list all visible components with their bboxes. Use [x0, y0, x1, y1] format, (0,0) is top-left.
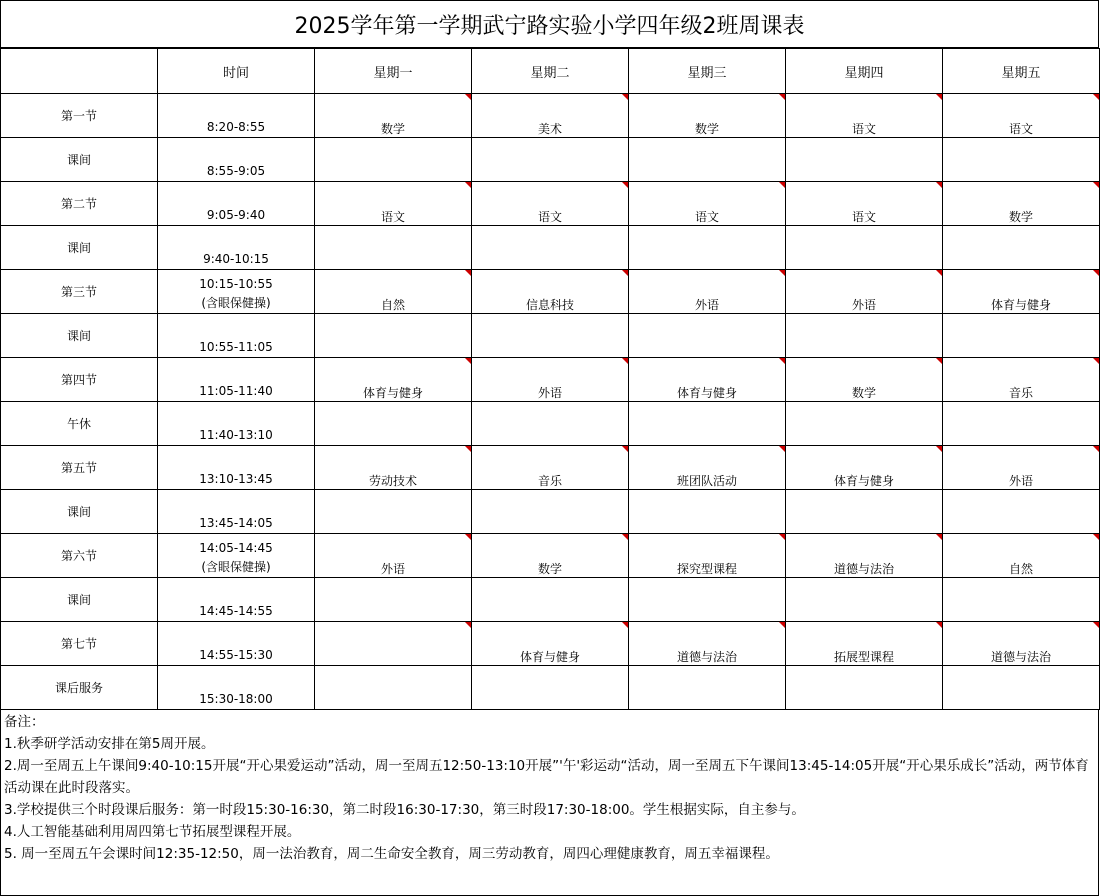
period-time [158, 226, 315, 270]
comment-marker-icon [1093, 94, 1099, 100]
course-cell-friday [943, 402, 1100, 446]
course-cell-tuesday [472, 314, 629, 358]
header-row [1, 49, 1100, 94]
course-name: 语文 [380, 210, 405, 224]
course-cell-thursday [786, 94, 943, 138]
comment-marker-icon [936, 446, 942, 452]
table-row [1, 138, 1100, 182]
course-cell-tuesday [472, 94, 629, 138]
period-label: 第七节 [1, 622, 158, 666]
course-cell-thursday [786, 666, 943, 710]
course-cell-thursday [786, 402, 943, 446]
period-time [158, 94, 315, 138]
course-cell-wednesday [629, 138, 786, 182]
course-name: 外语 [1008, 474, 1033, 488]
period-time [158, 138, 315, 182]
course-cell-wednesday [629, 490, 786, 534]
course-cell-wednesday [629, 402, 786, 446]
course-cell-friday [943, 534, 1100, 578]
comment-marker-icon [936, 534, 942, 540]
page-title: 2025学年第一学期武宁路实验小学四年级2班周课表 [0, 0, 1099, 48]
course-name: 体育与健身 [519, 650, 580, 664]
period-time [158, 490, 315, 534]
time-line: 10:55-11:05 [199, 340, 273, 354]
time-line: 13:10-13:45 [199, 472, 273, 486]
period-time [158, 182, 315, 226]
period-label: 第二节 [1, 182, 158, 226]
course-name: 道德与法治 [676, 650, 737, 664]
header-cell-thursday: 星期四 [786, 49, 943, 94]
comment-marker-icon [465, 358, 471, 364]
note-item: 2.周一至周五上午课间9:40-10:15开展“开心果爱运动”活动，周一至周五12:50-13:10开展”'午'彩运动“活动，周一至周五下午课间13:45-14:05开展“开心果乐成长”活动，两节体育活动课在此时段落实。 [4, 758, 1089, 796]
course-cell-tuesday [472, 182, 629, 226]
period-label: 课间 [1, 226, 158, 270]
comment-marker-icon [779, 94, 785, 100]
course-cell-friday [943, 270, 1100, 314]
comment-marker-icon [936, 622, 942, 628]
header-cell-wednesday: 星期三 [629, 49, 786, 94]
time-line: 10:15-10:55 [199, 277, 273, 291]
course-cell-monday [315, 138, 472, 182]
course-cell-thursday [786, 622, 943, 666]
period-label: 第六节 [1, 534, 158, 578]
course-cell-friday [943, 578, 1100, 622]
note-item: 4.人工智能基础利用周四第七节拓展型课程开展。 [4, 824, 301, 840]
comment-marker-icon [1093, 358, 1099, 364]
course-name: 外语 [380, 562, 405, 576]
time-line: 14:05-14:45 [199, 541, 273, 555]
course-cell-thursday [786, 182, 943, 226]
course-cell-monday [315, 578, 472, 622]
course-name: 美术 [537, 122, 562, 136]
course-cell-monday [315, 534, 472, 578]
course-name: 语文 [537, 210, 562, 224]
comment-marker-icon [779, 358, 785, 364]
course-cell-thursday [786, 358, 943, 402]
table-row [1, 534, 1100, 578]
course-name: 自然 [380, 298, 405, 312]
course-cell-wednesday [629, 622, 786, 666]
course-name: 自然 [1008, 562, 1033, 576]
table-row [1, 490, 1100, 534]
course-cell-tuesday [472, 534, 629, 578]
header-cell-friday: 星期五 [943, 49, 1100, 94]
comment-marker-icon [622, 94, 628, 100]
table-row [1, 94, 1100, 138]
time-line: 11:05-11:40 [199, 384, 273, 398]
course-cell-thursday [786, 138, 943, 182]
comment-marker-icon [622, 270, 628, 276]
period-label: 第一节 [1, 94, 158, 138]
course-name: 数学 [380, 122, 405, 136]
comment-marker-icon [465, 270, 471, 276]
course-cell-monday [315, 622, 472, 666]
comment-marker-icon [622, 182, 628, 188]
comment-marker-icon [465, 534, 471, 540]
course-name: 拓展型课程 [833, 650, 894, 664]
course-cell-friday [943, 622, 1100, 666]
course-cell-wednesday [629, 578, 786, 622]
comment-marker-icon [1093, 622, 1099, 628]
course-name: 劳动技术 [368, 474, 417, 488]
period-label: 第三节 [1, 270, 158, 314]
comment-marker-icon [622, 358, 628, 364]
course-cell-friday [943, 490, 1100, 534]
table-row [1, 182, 1100, 226]
period-time [158, 534, 315, 578]
course-cell-wednesday [629, 666, 786, 710]
period-time [158, 314, 315, 358]
course-cell-tuesday [472, 446, 629, 490]
course-cell-wednesday [629, 534, 786, 578]
course-name: 道德与法治 [990, 650, 1051, 664]
comment-marker-icon [779, 446, 785, 452]
course-name: 体育与健身 [833, 474, 894, 488]
time-line: 15:30-18:00 [199, 692, 273, 706]
course-cell-wednesday [629, 182, 786, 226]
course-name: 信息科技 [525, 298, 574, 312]
course-cell-tuesday [472, 666, 629, 710]
table-row [1, 270, 1100, 314]
comment-marker-icon [622, 534, 628, 540]
period-label: 课间 [1, 138, 158, 182]
course-cell-monday [315, 270, 472, 314]
time-line: 11:40-13:10 [199, 428, 273, 442]
comment-marker-icon [779, 534, 785, 540]
course-cell-thursday [786, 226, 943, 270]
course-name: 班团队活动 [676, 474, 737, 488]
course-cell-tuesday [472, 402, 629, 446]
course-cell-monday [315, 446, 472, 490]
comment-marker-icon [779, 270, 785, 276]
course-name: 语文 [851, 122, 876, 136]
period-label: 课间 [1, 490, 158, 534]
course-name: 外语 [851, 298, 876, 312]
time-line: (含眼保健操) [201, 560, 271, 574]
period-label: 课间 [1, 578, 158, 622]
note-item: 1.秋季研学活动安排在第5周开展。 [4, 736, 215, 752]
comment-marker-icon [622, 622, 628, 628]
course-cell-monday [315, 226, 472, 270]
time-line: 14:55-15:30 [199, 648, 273, 662]
period-label: 课间 [1, 314, 158, 358]
course-cell-wednesday [629, 314, 786, 358]
header-cell-time: 时间 [158, 49, 315, 94]
table-row [1, 666, 1100, 710]
notes-heading: 备注： [4, 714, 45, 730]
course-cell-thursday [786, 578, 943, 622]
comment-marker-icon [936, 358, 942, 364]
comment-marker-icon [1093, 182, 1099, 188]
comment-marker-icon [622, 446, 628, 452]
course-cell-tuesday [472, 358, 629, 402]
period-time [158, 622, 315, 666]
course-cell-wednesday [629, 270, 786, 314]
course-cell-tuesday [472, 490, 629, 534]
comment-marker-icon [936, 94, 942, 100]
comment-marker-icon [465, 94, 471, 100]
course-name: 体育与健身 [990, 298, 1051, 312]
course-name: 探究型课程 [676, 562, 737, 576]
comment-marker-icon [465, 446, 471, 452]
course-name: 音乐 [1008, 386, 1033, 400]
course-name: 体育与健身 [676, 386, 737, 400]
course-name: 语文 [694, 210, 719, 224]
notes-section [0, 709, 1099, 896]
comment-marker-icon [779, 182, 785, 188]
course-cell-wednesday [629, 446, 786, 490]
course-cell-monday [315, 358, 472, 402]
course-name: 语文 [1008, 122, 1033, 136]
note-item: 3.学校提供三个时段课后服务：第一时段15:30-16:30，第二时段16:30-17:30，第三时段17:30-18:00。学生根据实际，自主参与。 [4, 802, 805, 818]
header-cell-tuesday: 星期二 [472, 49, 629, 94]
table-row [1, 358, 1100, 402]
time-line: 9:40-10:15 [203, 252, 269, 266]
comment-marker-icon [465, 622, 471, 628]
course-cell-monday [315, 490, 472, 534]
time-line: (含眼保健操) [201, 296, 271, 310]
course-cell-thursday [786, 270, 943, 314]
period-label: 第四节 [1, 358, 158, 402]
time-line: 8:20-8:55 [206, 120, 266, 134]
period-label: 第五节 [1, 446, 158, 490]
course-name: 体育与健身 [362, 386, 423, 400]
course-cell-tuesday [472, 578, 629, 622]
course-cell-monday [315, 314, 472, 358]
course-cell-friday [943, 138, 1100, 182]
period-time [158, 270, 315, 314]
table-row [1, 446, 1100, 490]
time-line: 14:45-14:55 [199, 604, 273, 618]
time-line: 9:05-9:40 [206, 208, 266, 222]
timetable-grid [0, 48, 1100, 710]
course-cell-monday [315, 666, 472, 710]
course-cell-friday [943, 358, 1100, 402]
course-cell-monday [315, 182, 472, 226]
time-line: 13:45-14:05 [199, 516, 273, 530]
table-row [1, 402, 1100, 446]
period-label: 午休 [1, 402, 158, 446]
header-cell-monday: 星期一 [315, 49, 472, 94]
course-cell-friday [943, 446, 1100, 490]
period-label: 课后服务 [1, 666, 158, 710]
course-cell-wednesday [629, 358, 786, 402]
comment-marker-icon [1093, 446, 1099, 452]
course-name: 数学 [694, 122, 719, 136]
course-cell-thursday [786, 534, 943, 578]
course-cell-friday [943, 226, 1100, 270]
course-cell-thursday [786, 490, 943, 534]
course-cell-thursday [786, 314, 943, 358]
course-name: 外语 [537, 386, 562, 400]
course-cell-friday [943, 94, 1100, 138]
header-cell-blank [1, 49, 158, 94]
course-name: 外语 [694, 298, 719, 312]
period-time [158, 402, 315, 446]
note-item: 5. 周一至周五午会课时间12:35-12:50，周一法治教育，周二生命安全教育，周三劳动教育，周四心理健康教育，周五幸福课程。 [4, 846, 779, 862]
course-cell-wednesday [629, 226, 786, 270]
comment-marker-icon [779, 622, 785, 628]
course-cell-thursday [786, 446, 943, 490]
table-row [1, 314, 1100, 358]
course-cell-tuesday [472, 622, 629, 666]
comment-marker-icon [936, 182, 942, 188]
course-name: 道德与法治 [833, 562, 894, 576]
comment-marker-icon [465, 182, 471, 188]
course-name: 数学 [851, 386, 876, 400]
course-cell-friday [943, 666, 1100, 710]
table-row [1, 622, 1100, 666]
period-time [158, 578, 315, 622]
course-cell-tuesday [472, 226, 629, 270]
course-cell-friday [943, 314, 1100, 358]
course-cell-tuesday [472, 270, 629, 314]
course-cell-monday [315, 402, 472, 446]
course-cell-monday [315, 94, 472, 138]
course-cell-friday [943, 182, 1100, 226]
comment-marker-icon [936, 270, 942, 276]
course-cell-wednesday [629, 94, 786, 138]
course-name: 音乐 [537, 474, 562, 488]
time-line: 8:55-9:05 [206, 164, 266, 178]
comment-marker-icon [1093, 270, 1099, 276]
period-time [158, 446, 315, 490]
course-cell-tuesday [472, 138, 629, 182]
period-time [158, 666, 315, 710]
period-time [158, 358, 315, 402]
course-name: 数学 [1008, 210, 1033, 224]
table-row [1, 578, 1100, 622]
course-name: 数学 [537, 562, 562, 576]
table-row [1, 226, 1100, 270]
comment-marker-icon [1093, 534, 1099, 540]
course-name: 语文 [851, 210, 876, 224]
